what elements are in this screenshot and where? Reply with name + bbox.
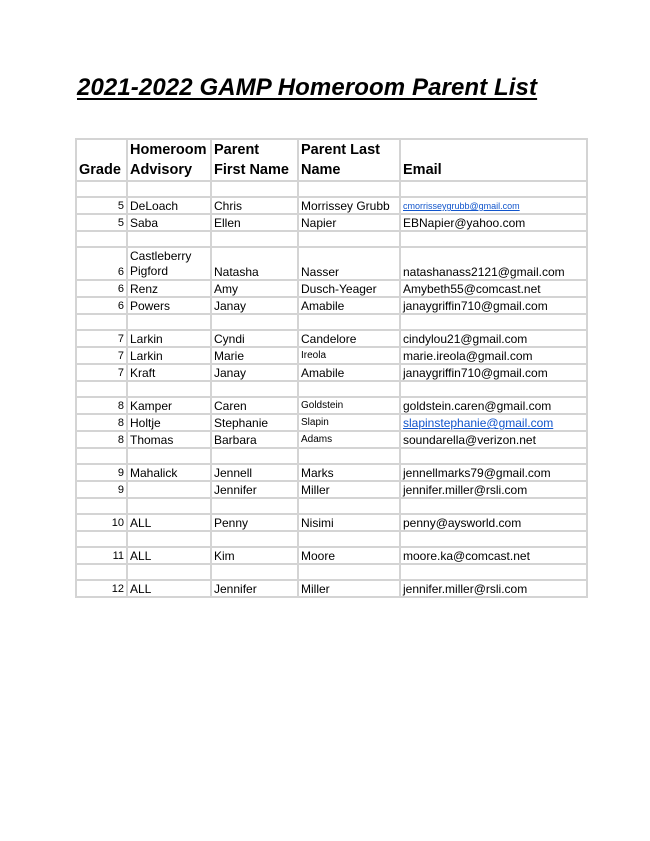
advisory-cell: Larkin xyxy=(127,330,211,347)
last-name-cell: Slapin xyxy=(298,414,400,431)
spacer-row xyxy=(76,498,587,514)
grade-cell: 7 xyxy=(76,347,127,364)
email-cell xyxy=(400,414,587,431)
advisory-cell: Mahalick xyxy=(127,464,211,481)
email-link[interactable]: cmorrisseygrubb@gmail.com xyxy=(403,201,520,211)
table-row xyxy=(76,547,587,564)
grade-cell: 8 xyxy=(76,414,127,431)
email-link[interactable]: slapinstephanie@gmail.com xyxy=(403,416,554,430)
table-row xyxy=(76,397,587,414)
grade-cell: 9 xyxy=(76,481,127,498)
first-name-cell: Caren xyxy=(211,397,298,414)
first-name-cell: Janay xyxy=(211,297,298,314)
email-cell xyxy=(400,197,587,214)
last-name-cell: Goldstein xyxy=(298,397,400,414)
table-row xyxy=(76,197,587,214)
last-name-cell: Napier xyxy=(298,214,400,231)
table-row xyxy=(76,330,587,347)
header-first-name: Parent First Name xyxy=(211,139,298,181)
email-cell: janaygriffin710@gmail.com xyxy=(400,364,587,381)
header-email: Email xyxy=(400,139,587,181)
grade-cell: 8 xyxy=(76,397,127,414)
email-cell: janaygriffin710@gmail.com xyxy=(400,297,587,314)
spacer-row xyxy=(76,231,587,247)
table-row xyxy=(76,347,587,364)
email-cell: jennifer.miller@rsli.com xyxy=(400,580,587,597)
advisory-cell: Renz xyxy=(127,280,211,297)
email-cell: cindylou21@gmail.com xyxy=(400,330,587,347)
last-name-cell: Dusch-Yeager xyxy=(298,280,400,297)
advisory-cell: Powers xyxy=(127,297,211,314)
last-name-cell: Nisimi xyxy=(298,514,400,531)
first-name-cell: Kim xyxy=(211,547,298,564)
email-cell: goldstein.caren@gmail.com xyxy=(400,397,587,414)
first-name-cell: Janay xyxy=(211,364,298,381)
grade-cell: 8 xyxy=(76,431,127,448)
last-name-cell: Ireola xyxy=(298,347,400,364)
spacer-row xyxy=(76,314,587,330)
grade-cell: 6 xyxy=(76,247,127,280)
first-name-cell: Cyndi xyxy=(211,330,298,347)
advisory-cell: ALL xyxy=(127,547,211,564)
grade-cell: 7 xyxy=(76,330,127,347)
spacer-row xyxy=(76,448,587,464)
first-name-cell: Jennifer xyxy=(211,580,298,597)
advisory-cell: Saba xyxy=(127,214,211,231)
table-row xyxy=(76,297,587,314)
last-name-cell: Miller xyxy=(298,580,400,597)
email-cell: marie.ireola@gmail.com xyxy=(400,347,587,364)
table-row xyxy=(76,214,587,231)
grade-cell: 6 xyxy=(76,280,127,297)
advisory-cell: Castleberry Pigford xyxy=(127,247,211,280)
advisory-cell: Larkin xyxy=(127,347,211,364)
table-row xyxy=(76,431,587,448)
first-name-cell: Jennell xyxy=(211,464,298,481)
spacer-row xyxy=(76,531,587,547)
email-cell: soundarella@verizon.net xyxy=(400,431,587,448)
advisory-cell: ALL xyxy=(127,514,211,531)
first-name-cell: Barbara xyxy=(211,431,298,448)
grade-cell: 9 xyxy=(76,464,127,481)
first-name-cell: Jennifer xyxy=(211,481,298,498)
first-name-cell: Natasha xyxy=(211,247,298,280)
advisory-cell: Kraft xyxy=(127,364,211,381)
email-cell: moore.ka@comcast.net xyxy=(400,547,587,564)
grade-cell: 11 xyxy=(76,547,127,564)
last-name-cell: Morrissey Grubb xyxy=(298,197,400,214)
last-name-cell: Amabile xyxy=(298,297,400,314)
spacer-row xyxy=(76,181,587,197)
table-row xyxy=(76,464,587,481)
table-row xyxy=(76,580,587,597)
table-row xyxy=(76,280,587,297)
table-row xyxy=(76,414,587,431)
grade-cell: 6 xyxy=(76,297,127,314)
first-name-cell: Penny xyxy=(211,514,298,531)
grade-cell: 12 xyxy=(76,580,127,597)
email-cell: EBNapier@yahoo.com xyxy=(400,214,587,231)
grade-cell: 7 xyxy=(76,364,127,381)
email-cell: penny@aysworld.com xyxy=(400,514,587,531)
last-name-cell: Moore xyxy=(298,547,400,564)
spacer-row xyxy=(76,564,587,580)
parent-list-table xyxy=(75,138,588,598)
last-name-cell: Marks xyxy=(298,464,400,481)
advisory-cell: DeLoach xyxy=(127,197,211,214)
header-last-name: Parent Last Name xyxy=(298,139,400,181)
header-advisory: Homeroom Advisory xyxy=(127,139,211,181)
grade-cell: 5 xyxy=(76,214,127,231)
first-name-cell: Ellen xyxy=(211,214,298,231)
email-cell: jennellmarks79@gmail.com xyxy=(400,464,587,481)
advisory-cell xyxy=(127,481,211,498)
first-name-cell: Stephanie xyxy=(211,414,298,431)
table-row xyxy=(76,481,587,498)
advisory-cell: Thomas xyxy=(127,431,211,448)
last-name-cell: Miller xyxy=(298,481,400,498)
last-name-cell: Nasser xyxy=(298,247,400,280)
header-row xyxy=(76,139,587,181)
grade-cell: 10 xyxy=(76,514,127,531)
table-row xyxy=(76,514,587,531)
spacer-row xyxy=(76,381,587,397)
first-name-cell: Chris xyxy=(211,197,298,214)
page-title: 2021-2022 GAMP Homeroom Parent List xyxy=(77,74,538,101)
advisory-cell: ALL xyxy=(127,580,211,597)
advisory-cell: Kamper xyxy=(127,397,211,414)
table-row xyxy=(76,247,587,280)
last-name-cell: Candelore xyxy=(298,330,400,347)
email-cell: jennifer.miller@rsli.com xyxy=(400,481,587,498)
table-row xyxy=(76,364,587,381)
advisory-cell: Holtje xyxy=(127,414,211,431)
email-cell: Amybeth55@comcast.net xyxy=(400,280,587,297)
first-name-cell: Amy xyxy=(211,280,298,297)
last-name-cell: Adams xyxy=(298,431,400,448)
header-grade: Grade xyxy=(76,139,127,181)
email-cell: natashanass2121@gmail.com xyxy=(400,247,587,280)
grade-cell: 5 xyxy=(76,197,127,214)
first-name-cell: Marie xyxy=(211,347,298,364)
last-name-cell: Amabile xyxy=(298,364,400,381)
